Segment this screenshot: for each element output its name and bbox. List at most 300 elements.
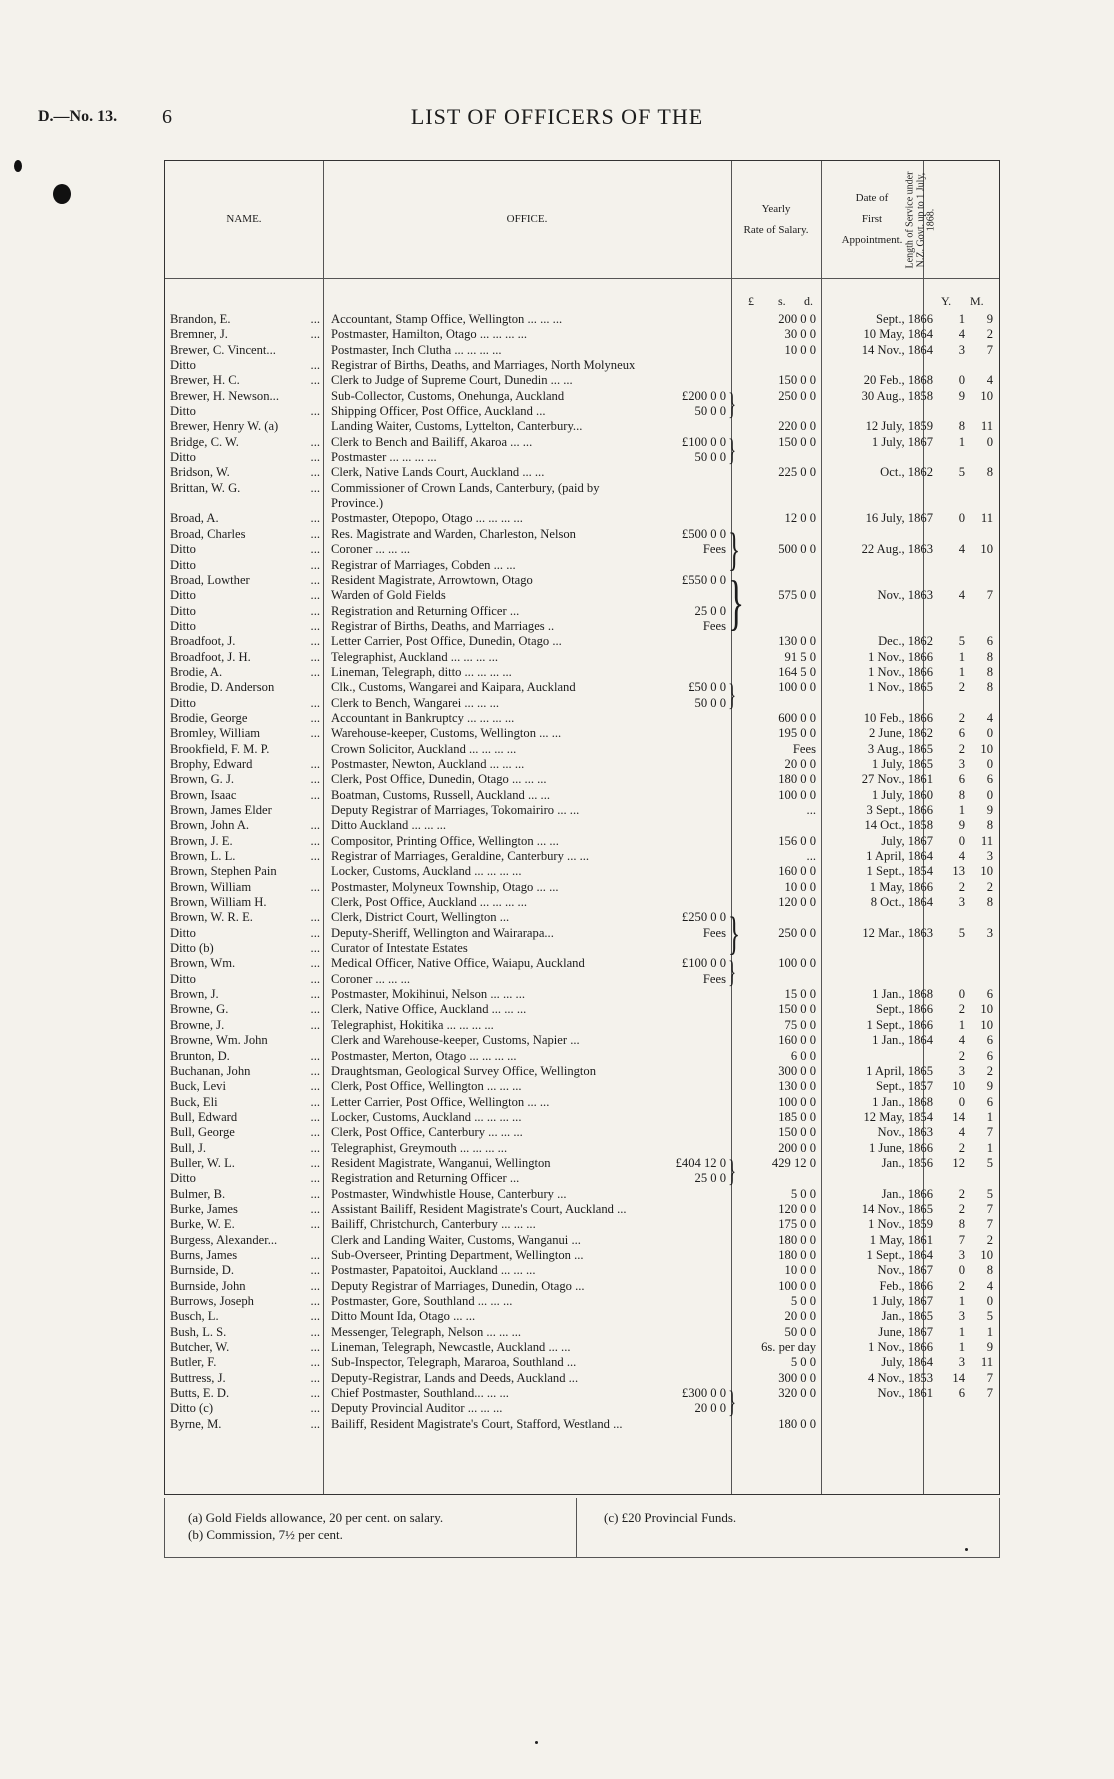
leader-dots: ...: [310, 404, 320, 419]
first-appointment-date: 1 Jan., 1868: [872, 1094, 933, 1109]
office-title: Postmaster, Inch Clutha ... ... ... ...: [331, 342, 502, 357]
service-months: 9: [986, 312, 993, 326]
service-years: 2: [958, 1002, 965, 1017]
office-title: Letter Carrier, Post Office, Wellington ... ...: [331, 1094, 550, 1109]
service-months: 0: [986, 787, 993, 802]
service-months: 3: [986, 925, 993, 940]
column-header-salary: Yearly Rate of Salary.: [743, 202, 809, 236]
document-number: D.—No. 13.: [38, 108, 118, 125]
first-appointment-date: 1 Jan., 1868: [872, 987, 933, 1002]
yearly-salary: 120 0 0: [778, 895, 816, 910]
officer-name: Bulmer, B. ...: [170, 1186, 320, 1201]
service-months: 4: [986, 1278, 993, 1293]
table-row: [0, 327, 1114, 342]
yearly-salary: 195 0 0: [778, 726, 816, 741]
service-months: 7: [986, 1217, 993, 1232]
table-row: [0, 772, 1114, 787]
leader-dots: ...: [310, 1416, 320, 1431]
service-years: 8: [958, 1217, 965, 1232]
service-years: 9: [958, 818, 965, 833]
first-appointment-date: 1 Sept., 1854: [866, 864, 933, 879]
officer-name: Buck, Eli ...: [170, 1094, 320, 1109]
yearly-salary: Fees: [792, 741, 816, 756]
group-brace: }: [728, 523, 741, 575]
office-title: Telegraphist, Auckland ... ... ... ...: [331, 649, 499, 664]
leader-dots: ...: [310, 1247, 320, 1262]
table-row: [0, 1064, 1114, 1079]
leader-dots: ...: [310, 971, 320, 986]
table-row: [0, 542, 1114, 557]
office-title: Clerk, Post Office, Wellington ... ... ...: [331, 1079, 522, 1094]
leader-dots: ...: [310, 618, 320, 633]
service-months: 0: [986, 1294, 993, 1308]
service-years: 5: [958, 465, 965, 480]
office-title: Boatman, Customs, Russell, Auckland ... ...: [331, 787, 550, 802]
service-years: 14: [952, 1370, 965, 1385]
leader-dots: ...: [310, 588, 320, 603]
office-title: Registration and Returning Officer ...: [331, 603, 520, 618]
service-months: 11: [980, 419, 993, 434]
yearly-salary: 6s. per day: [761, 1340, 816, 1355]
first-appointment-date: 3 Sept., 1866: [866, 803, 933, 817]
speck: [965, 1548, 968, 1551]
leader-dots: ...: [310, 1002, 320, 1017]
office-title: Commissioner of Crown Lands, Canterbury, (paid by: [331, 480, 600, 495]
office-title: Postmaster, Molyneux Township, Otago ... ...: [331, 879, 559, 894]
officer-name: Burnside, John ...: [170, 1278, 320, 1293]
officer-name: Ditto ...: [170, 618, 320, 633]
leader-dots: ...: [310, 1125, 320, 1140]
leader-dots: ...: [310, 649, 320, 664]
first-appointment-date: 1 Nov., 1859: [868, 1217, 933, 1232]
leader-dots: ...: [310, 1140, 320, 1155]
service-months: 0: [986, 434, 993, 449]
office-title: Bailiff, Resident Magistrate's Court, Stafford, Westland ...: [331, 1416, 623, 1431]
yearly-salary: 150 0 0: [778, 1002, 816, 1017]
leader-dots: ...: [310, 879, 320, 894]
officer-name: Brunton, D. ...: [170, 1048, 320, 1063]
officer-name: Ditto ...: [170, 925, 320, 940]
service-years: 6: [958, 726, 965, 741]
table-row: [0, 1386, 1114, 1401]
officer-name: Broad, A. ...: [170, 511, 320, 526]
table-row: [0, 389, 1114, 404]
leader-dots: ...: [310, 818, 320, 833]
table-row: [0, 742, 1114, 757]
officer-name: Brown, Isaac ...: [170, 787, 320, 802]
table-row: [0, 650, 1114, 665]
officer-name: Broadfoot, J. H. ...: [170, 649, 320, 664]
leader-dots: ...: [310, 1340, 320, 1355]
leader-dots: ...: [310, 480, 320, 495]
table-row: [0, 1355, 1114, 1370]
officer-name: Brown, Wm. ...: [170, 956, 320, 971]
service-years: 3: [958, 1355, 965, 1370]
first-appointment-date: July, 1864: [881, 1355, 933, 1370]
office-amount: 50 0 0: [694, 695, 726, 710]
officer-name: Ditto ...: [170, 1171, 320, 1186]
office-title: Clerk to Judge of Supreme Court, Dunedin ... ...: [331, 373, 573, 388]
office-title: Postmaster, Hamilton, Otago ... ... ... ...: [331, 327, 528, 342]
office-title: Deputy-Registrar, Lands and Deeds, Auckland ...: [331, 1370, 579, 1385]
officer-name: Ditto (b) ...: [170, 941, 320, 956]
officer-name: Brown, W. R. E. ...: [170, 910, 320, 925]
leader-dots: ...: [310, 956, 320, 971]
page-title: LIST OF OFFICERS OF THE: [410, 104, 704, 129]
first-appointment-date: 2 June, 1862: [868, 726, 933, 741]
table-row: [0, 849, 1114, 864]
office-title: Medical Officer, Native Office, Waiapu, Auckland: [331, 956, 585, 971]
service-months: 1: [986, 1324, 993, 1339]
office-title: Locker, Customs, Auckland ... ... ... ...: [331, 1109, 522, 1124]
service-years: 8: [958, 419, 965, 434]
yearly-salary: 75 0 0: [784, 1017, 816, 1032]
office-title: Registrar of Marriages, Cobden ... ...: [331, 557, 516, 572]
first-appointment-date: 1 Nov., 1866: [868, 1340, 933, 1355]
first-appointment-date: Nov., 1863: [877, 1125, 933, 1140]
office-title: Clerk, Native Lands Court, Auckland ... ...: [331, 465, 545, 480]
officer-name: Broad, Lowther ...: [170, 572, 320, 587]
first-appointment-date: 16 July, 1867: [865, 511, 933, 526]
table-row: [0, 680, 1114, 695]
service-months: 2: [986, 1063, 993, 1078]
officer-name: Brodie, D. Anderson: [170, 680, 275, 695]
leader-dots: ...: [310, 787, 320, 802]
officer-name: Ditto ...: [170, 557, 320, 572]
first-appointment-date: 10 Feb., 1866: [863, 710, 933, 725]
table-row: [0, 1079, 1114, 1094]
service-months: 6: [986, 634, 993, 649]
office-amount: Fees: [702, 925, 726, 940]
first-appointment-date: Nov., 1867: [877, 1263, 933, 1278]
table-row: [0, 711, 1114, 726]
service-months: 2: [986, 1232, 993, 1247]
table-row: [0, 665, 1114, 680]
service-months: 5: [986, 1155, 993, 1170]
office-title: Coroner ... ... ...: [331, 971, 411, 986]
officer-name: Ditto ...: [170, 404, 320, 419]
leader-dots: ...: [310, 1278, 320, 1293]
service-years: 6: [958, 1386, 965, 1401]
officer-name: Ditto ...: [170, 542, 320, 557]
unit-shillings: s.: [778, 294, 786, 308]
table-row: [0, 726, 1114, 741]
officer-name: Ditto (c) ...: [170, 1401, 320, 1416]
office-amount: £100 0 0: [681, 956, 726, 971]
service-years: 4: [958, 542, 965, 557]
leader-dots: ...: [310, 941, 320, 956]
yearly-salary: 50 0 0: [784, 1324, 816, 1339]
officer-name: Ditto ...: [170, 588, 320, 603]
service-months: 8: [986, 680, 993, 695]
service-months: 5: [986, 1309, 993, 1324]
first-appointment-date: Jan., 1856: [881, 1155, 933, 1170]
first-appointment-date: 1 Nov., 1866: [868, 664, 933, 679]
yearly-salary: 180 0 0: [778, 1232, 816, 1247]
table-row: [0, 941, 1114, 956]
service-years: 0: [958, 373, 965, 388]
service-months: 10: [980, 1017, 993, 1032]
office-title: Clk., Customs, Wangarei and Kaipara, Auckland: [331, 680, 576, 695]
service-years: 0: [958, 987, 965, 1002]
officer-name: Brown, James Elder: [170, 803, 272, 817]
first-appointment-date: 1 May, 1861: [869, 1232, 933, 1247]
service-years: 1: [958, 664, 965, 679]
office-amount: 25 0 0: [694, 1171, 726, 1186]
service-months: 8: [986, 818, 993, 833]
office-title: Deputy-Sheriff, Wellington and Wairarapa...: [331, 925, 554, 940]
leader-dots: ...: [310, 1370, 320, 1385]
table-row: [0, 588, 1114, 603]
group-brace: }: [728, 1154, 737, 1189]
first-appointment-date: 30 Aug., 1858: [861, 388, 933, 403]
unit-pounds: £: [748, 294, 754, 308]
office-title: Warden of Gold Fields: [331, 588, 446, 603]
yearly-salary: 150 0 0: [778, 434, 816, 449]
table-row: [0, 358, 1114, 373]
leader-dots: ...: [310, 987, 320, 1002]
officer-name: Bull, Edward ...: [170, 1109, 320, 1124]
table-row: [0, 696, 1114, 711]
table-row: [0, 435, 1114, 450]
leader-dots: ...: [310, 849, 320, 864]
service-years: 4: [958, 327, 965, 342]
leader-dots: ...: [310, 557, 320, 572]
office-title: Letter Carrier, Post Office, Dunedin, Otago ...: [331, 634, 562, 649]
service-months: 8: [986, 465, 993, 480]
service-months: 11: [980, 1355, 993, 1370]
leader-dots: ...: [310, 925, 320, 940]
service-years: 2: [958, 741, 965, 756]
first-appointment-date: Nov., 1861: [877, 1386, 933, 1401]
office-title: Locker, Customs, Auckland ... ... ... ...: [331, 864, 522, 879]
footnote-a: (a) Gold Fields allowance, 20 per cent. on salary.: [188, 1510, 444, 1525]
officer-name: Brown, J. E. ...: [170, 833, 320, 848]
table-row: [0, 404, 1114, 419]
leader-dots: ...: [310, 772, 320, 787]
service-months: 7: [986, 1386, 993, 1401]
service-months: 11: [980, 511, 993, 526]
table-row: [0, 1187, 1114, 1202]
first-appointment-date: 1 June, 1866: [868, 1140, 933, 1155]
yearly-salary: 15 0 0: [784, 987, 816, 1002]
service-months: 11: [980, 833, 993, 848]
office-title: Ditto Mount Ida, Otago ... ...: [331, 1309, 476, 1324]
service-months: 8: [986, 649, 993, 664]
yearly-salary: 91 5 0: [784, 649, 816, 664]
officer-name: Brodie, A. ...: [170, 664, 320, 679]
office-title: Deputy Registrar of Marriages, Tokomairiro ... ...: [331, 803, 580, 817]
column-header-service-text: Length of Service under N.Z. Govt. up to 1 July, 1868.: [903, 171, 936, 269]
office-amount: £300 0 0: [681, 1386, 726, 1401]
service-months: 10: [980, 1247, 993, 1262]
office-amount: £200 0 0: [681, 388, 726, 403]
service-months: 6: [986, 1048, 993, 1063]
table-row: [0, 1171, 1114, 1186]
leader-dots: ...: [310, 465, 320, 480]
service-months: 4: [986, 710, 993, 725]
yearly-salary: 100 0 0: [778, 1094, 816, 1109]
service-months: 8: [986, 664, 993, 679]
leader-dots: ...: [310, 312, 320, 326]
yearly-salary: 180 0 0: [778, 1247, 816, 1262]
yearly-salary: 130 0 0: [778, 634, 816, 649]
ink-blot: [14, 160, 22, 172]
leader-dots: ...: [310, 726, 320, 741]
leader-dots: ...: [310, 1079, 320, 1094]
officer-name: Brown, John A. ...: [170, 818, 320, 833]
officer-name: Brown, J. ...: [170, 987, 320, 1002]
leader-dots: ...: [310, 1263, 320, 1278]
office-amount: £550 0 0: [681, 572, 726, 587]
yearly-salary: 10 0 0: [784, 879, 816, 894]
unit-months: M.: [970, 294, 984, 308]
service-months: 5: [986, 1186, 993, 1201]
table-row: [0, 910, 1114, 925]
office-amount: 50 0 0: [694, 404, 726, 419]
table-row: [0, 1309, 1114, 1324]
first-appointment-date: 3 Aug., 1865: [867, 741, 933, 756]
yearly-salary: 5 0 0: [790, 1294, 816, 1308]
yearly-salary: 100 0 0: [778, 680, 816, 695]
office-title: Ditto Auckland ... ... ...: [331, 818, 447, 833]
table-row: [0, 450, 1114, 465]
leader-dots: ...: [310, 603, 320, 618]
officer-name: Burrows, Joseph ...: [170, 1294, 320, 1308]
officer-name: Buck, Levi ...: [170, 1079, 320, 1094]
office-title: Telegraphist, Hokitika ... ... ... ...: [331, 1017, 494, 1032]
first-appointment-date: 12 July, 1859: [865, 419, 933, 434]
officer-name: Bull, J. ...: [170, 1140, 320, 1155]
service-months: 8: [986, 1263, 993, 1278]
office-title: Clerk, District Court, Wellington ...: [331, 910, 510, 925]
footnote-b: (b) Commission, 7½ per cent.: [188, 1527, 343, 1542]
service-months: 7: [986, 1125, 993, 1140]
speck: [535, 1741, 538, 1744]
office-amount: 50 0 0: [694, 450, 726, 465]
table-row: [0, 1263, 1114, 1278]
office-title: Clerk and Warehouse-keeper, Customs, Napier ...: [331, 1033, 580, 1048]
office-title: Registrar of Births, Deaths, and Marriages ..: [331, 618, 555, 633]
first-appointment-date: 1 July, 1860: [871, 787, 933, 802]
office-title: Clerk to Bench, Wangarei ... ... ...: [331, 695, 500, 710]
leader-dots: ...: [310, 1324, 320, 1339]
first-appointment-date: 4 Nov., 1853: [868, 1370, 933, 1385]
yearly-salary: 30 0 0: [784, 327, 816, 342]
service-years: 0: [958, 833, 965, 848]
service-years: 4: [958, 1125, 965, 1140]
officer-name: Browne, J. ...: [170, 1017, 320, 1032]
table-row: [0, 1002, 1114, 1017]
yearly-salary: 160 0 0: [778, 864, 816, 879]
office-title: Deputy Provincial Auditor ... ... ...: [331, 1401, 503, 1416]
service-months: 3: [986, 849, 993, 864]
first-appointment-date: 10 May, 1864: [863, 327, 933, 342]
table-row: [0, 1202, 1114, 1217]
first-appointment-date: 12 Mar., 1863: [862, 925, 933, 940]
office-title: Landing Waiter, Customs, Lyttelton, Canterbury...: [331, 419, 583, 434]
table-row: [0, 1294, 1114, 1309]
table-row: [0, 465, 1114, 480]
office-title: Accountant, Stamp Office, Wellington ... ... ...: [331, 312, 563, 326]
office-amount: £50 0 0: [688, 680, 726, 695]
office-title: Coroner ... ... ...: [331, 542, 411, 557]
office-title: Registrar of Marriages, Geraldine, Canterbury ... ...: [331, 849, 590, 864]
table-row: [0, 1110, 1114, 1125]
yearly-salary: 429 12 0: [771, 1155, 816, 1170]
service-years: 0: [958, 511, 965, 526]
first-appointment-date: June, 1867: [878, 1324, 933, 1339]
yearly-salary: 12 0 0: [784, 511, 816, 526]
yearly-salary: ...: [806, 849, 816, 864]
yearly-salary: 10 0 0: [784, 342, 816, 357]
yearly-salary: 100 0 0: [778, 787, 816, 802]
leader-dots: ...: [310, 710, 320, 725]
first-appointment-date: 20 Feb., 1868: [863, 373, 933, 388]
officer-name: Brittan, W. G. ...: [170, 480, 320, 495]
service-years: 2: [958, 1186, 965, 1201]
table-row: [0, 496, 1114, 511]
first-appointment-date: 8 Oct., 1864: [870, 895, 933, 910]
service-years: 0: [958, 1263, 965, 1278]
office-amount: Fees: [702, 618, 726, 633]
officer-name: Ditto ...: [170, 971, 320, 986]
office-title: Postmaster, Newton, Auckland ... ... ...: [331, 756, 525, 771]
group-brace: }: [728, 954, 737, 989]
officer-name: Butcher, W. ...: [170, 1340, 320, 1355]
leader-dots: ...: [310, 434, 320, 449]
table-row: [0, 834, 1114, 849]
officer-name: Burgess, Alexander...: [170, 1232, 278, 1247]
footnote-c: (c) £20 Provincial Funds.: [604, 1510, 737, 1525]
yearly-salary: 180 0 0: [778, 1416, 816, 1431]
service-months: 9: [986, 803, 993, 817]
officer-name: Broad, Charles ...: [170, 526, 320, 541]
officer-name: Brandon, E. ...: [170, 312, 320, 326]
yearly-salary: 175 0 0: [778, 1217, 816, 1232]
yearly-salary: 200 0 0: [778, 312, 816, 326]
unit-pence: d.: [804, 294, 813, 308]
leader-dots: ...: [310, 511, 320, 526]
office-title: Warehouse-keeper, Customs, Wellington ... ...: [331, 726, 562, 741]
service-years: 13: [952, 864, 965, 879]
service-years: 1: [958, 1294, 965, 1308]
leader-dots: ...: [310, 327, 320, 342]
office-title: Res. Magistrate and Warden, Charleston, Nelson: [331, 526, 576, 541]
table-row: [0, 373, 1114, 388]
leader-dots: ...: [310, 1171, 320, 1186]
table-row: [0, 511, 1114, 526]
office-amount: 25 0 0: [694, 603, 726, 618]
officer-name: Busch, L. ...: [170, 1309, 320, 1324]
office-title: Clerk, Post Office, Canterbury ... ... ...: [331, 1125, 523, 1140]
service-months: 7: [986, 588, 993, 603]
table-row: [0, 573, 1114, 588]
office-title: Clerk, Post Office, Dunedin, Otago ... ... ...: [331, 772, 547, 787]
first-appointment-date: 22 Aug., 1863: [861, 542, 933, 557]
service-years: 3: [958, 1247, 965, 1262]
office-title: Bailiff, Christchurch, Canterbury ... ... ...: [331, 1217, 536, 1232]
service-months: 7: [986, 1201, 993, 1216]
first-appointment-date: 1 Nov., 1866: [868, 649, 933, 664]
first-appointment-date: Dec., 1862: [878, 634, 933, 649]
leader-dots: ...: [310, 1048, 320, 1063]
officer-name: Ditto ...: [170, 450, 320, 465]
officer-name: Brewer, H. C. ...: [170, 373, 320, 388]
office-title: Postmaster, Windwhistle House, Canterbury ...: [331, 1186, 567, 1201]
group-brace: }: [728, 678, 737, 713]
service-months: 6: [986, 1094, 993, 1109]
